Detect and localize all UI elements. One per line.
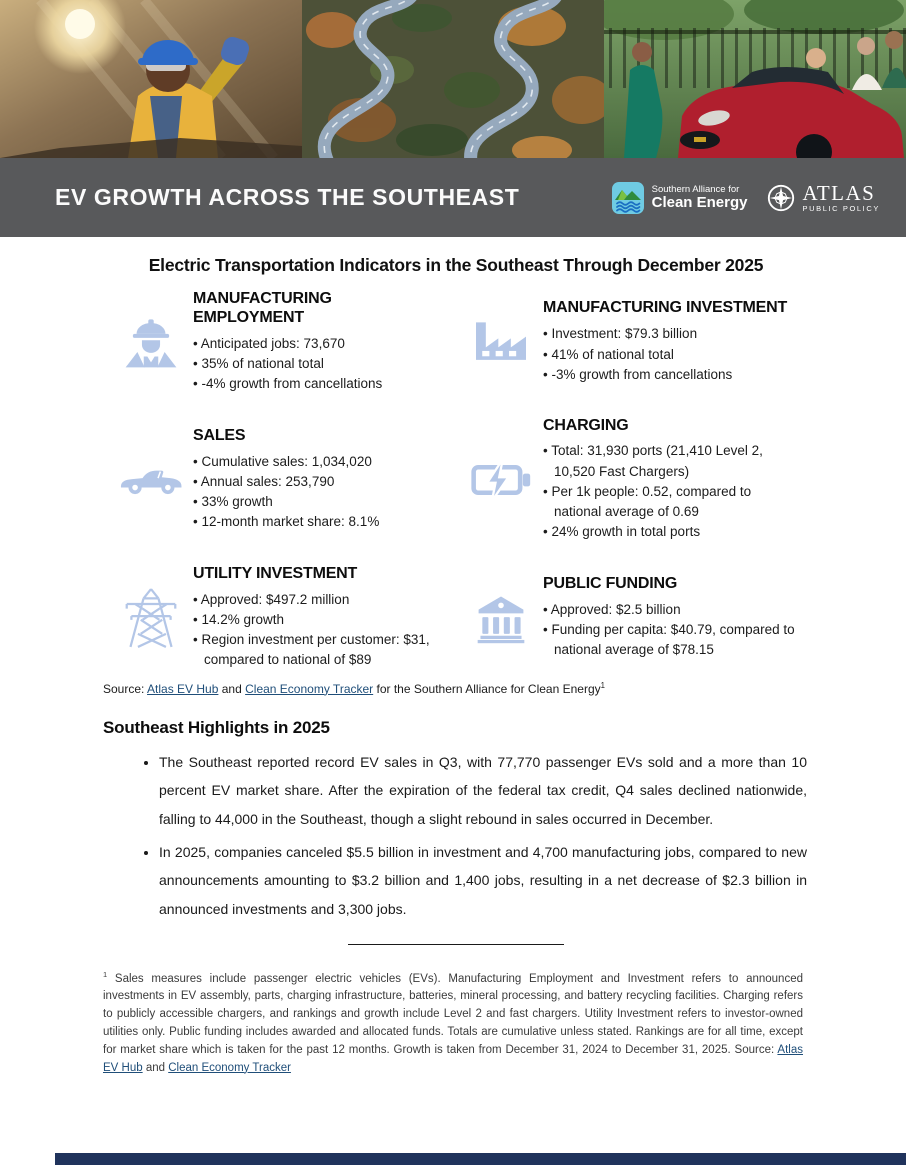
- indicator-bullets: • Approved: $2.5 billion • Funding per capita: $40.79, compared to national average of $78.15: [543, 600, 795, 661]
- bank-icon: [469, 592, 533, 644]
- footnote-number: 1: [103, 969, 108, 979]
- footer-bar: [55, 1153, 906, 1165]
- sace-logo-icon: [612, 182, 644, 214]
- indicator-title: MANUFACTURING EMPLOYMENT: [193, 290, 332, 326]
- indicator-title: UTILITY INVESTMENT: [193, 564, 358, 582]
- indicators-title: Electric Transportation Indicators in the Southeast Through December 2025: [148, 255, 764, 275]
- clean-economy-tracker-link[interactable]: Clean Economy Tracker: [245, 681, 374, 696]
- indicator-bullets: • Investment: $79.3 billion • 41% of national total • -3% growth from cancellations: [543, 324, 795, 385]
- indicator-sales: [119, 417, 469, 543]
- indicator-title: CHARGING: [543, 416, 629, 434]
- atlas-ev-hub-link-footnote[interactable]: Atlas EV Hub: [103, 1043, 803, 1074]
- atlas-logo: [766, 180, 881, 213]
- highlight-item: • In 2025, companies canceled $5.5 billion in investment and 4,700 manufacturing jobs, compared to new announcements amounting to $3.2 billion and 1,400 jobs, resulting in a net decrease of $2.3 billion in announced investments and 3,300 jobs.: [159, 838, 807, 924]
- indicator-bullets: • Anticipated jobs: 73,670 • 35% of national total • -4% growth from cancellations: [193, 334, 445, 395]
- highlight-item: • The Southeast reported record EV sales in Q3, with 77,770 passenger EVs sold and a more than 10 percent EV market share. After the expiration of the federal tax credit, Q4 sales declined nationwide, falling to 44,000 in the Southeast, though a slight rebound in sales occurred in December.: [159, 748, 807, 834]
- photo-aerial-winding-road: [302, 0, 604, 158]
- indicator-public-funding: [469, 565, 825, 671]
- footnote-marker: 1: [600, 680, 605, 690]
- header-logos: [612, 182, 880, 214]
- indicator-title: PUBLIC FUNDING: [543, 574, 678, 592]
- indicator-manufacturing-employment: [119, 290, 469, 395]
- footnote: $^1$ Sales measures include passenger electric vehicles (EVs). Manufacturing Employment and Investment refers to announced investments in EV assembly, parts, charging infrastructure, batteries, mineral processing, and battery recycling facilities. Charging refers to publicly accessible chargers, and rankings and growth include Level 2 and fast chargers. Utility Investment refers to investor-owned utilities only. Public funding includes awarded and allocated funds. Totals are cumulative unless stated. Rankings are for all time, except for market share which is taken for the past 12 months. Growth is taken from December 31, 2024 to December 31, 2025. Source: Atlas EV Hub and Clean Economy Tracker: [103, 969, 803, 1074]
- photo-factory-worker: [0, 0, 302, 158]
- atlas-logo-text: ATLAS PUBLIC POLICY: [802, 180, 880, 213]
- indicator-bullets: • Total: 31,930 ports (21,410 Level 2, 10,520 Fast Chargers) • Per 1k people: 0.52, compared to national average of 0.69 • 24% growth in total ports: [543, 441, 795, 542]
- car-icon: [119, 465, 183, 495]
- worker-icon: [119, 315, 183, 369]
- footnote-separator: [348, 944, 564, 945]
- indicator-grid: [103, 290, 809, 671]
- sace-logo-text: Southern Alliance for Clean Energy: [651, 183, 748, 211]
- transmission-tower-icon: [119, 586, 183, 650]
- clean-economy-tracker-link-footnote[interactable]: Clean Economy Tracker: [168, 1061, 291, 1074]
- page-title: EV GROWTH ACROSS THE SOUTHEAST: [55, 184, 520, 210]
- indicator-charging: [469, 417, 825, 543]
- indicator-title: MANUFACTURING INVESTMENT: [543, 299, 788, 317]
- indicator-bullets: • Approved: $497.2 million • 14.2% growth • Region investment per customer: $31, compared to national of $89: [193, 590, 445, 671]
- indicator-utility-investment: [119, 565, 469, 671]
- photo-people-with-red-ev: [604, 0, 906, 158]
- header-band: [0, 158, 906, 237]
- battery-charging-icon: [469, 457, 533, 503]
- atlas-ev-hub-link[interactable]: Atlas EV Hub: [147, 681, 219, 696]
- source-line: Source: Atlas EV Hub and Clean Economy Tracker for the Southern Alliance for Clean Energy$^1$: [103, 680, 605, 696]
- highlights-title: Southeast Highlights in 2025: [103, 717, 330, 737]
- indicator-title: SALES: [193, 426, 246, 444]
- indicator-bullets: • Cumulative sales: 1,034,020 • Annual sales: 253,790 • 33% growth • 12-month market share: 8.1%: [193, 452, 445, 533]
- atlas-compass-icon: [766, 183, 796, 213]
- factory-icon: [469, 317, 533, 367]
- document-body: [103, 255, 809, 1077]
- highlights-list: [103, 748, 807, 924]
- hero-photo-strip: [0, 0, 906, 158]
- indicator-manufacturing-investment: [469, 290, 825, 395]
- sace-logo: [612, 182, 748, 214]
